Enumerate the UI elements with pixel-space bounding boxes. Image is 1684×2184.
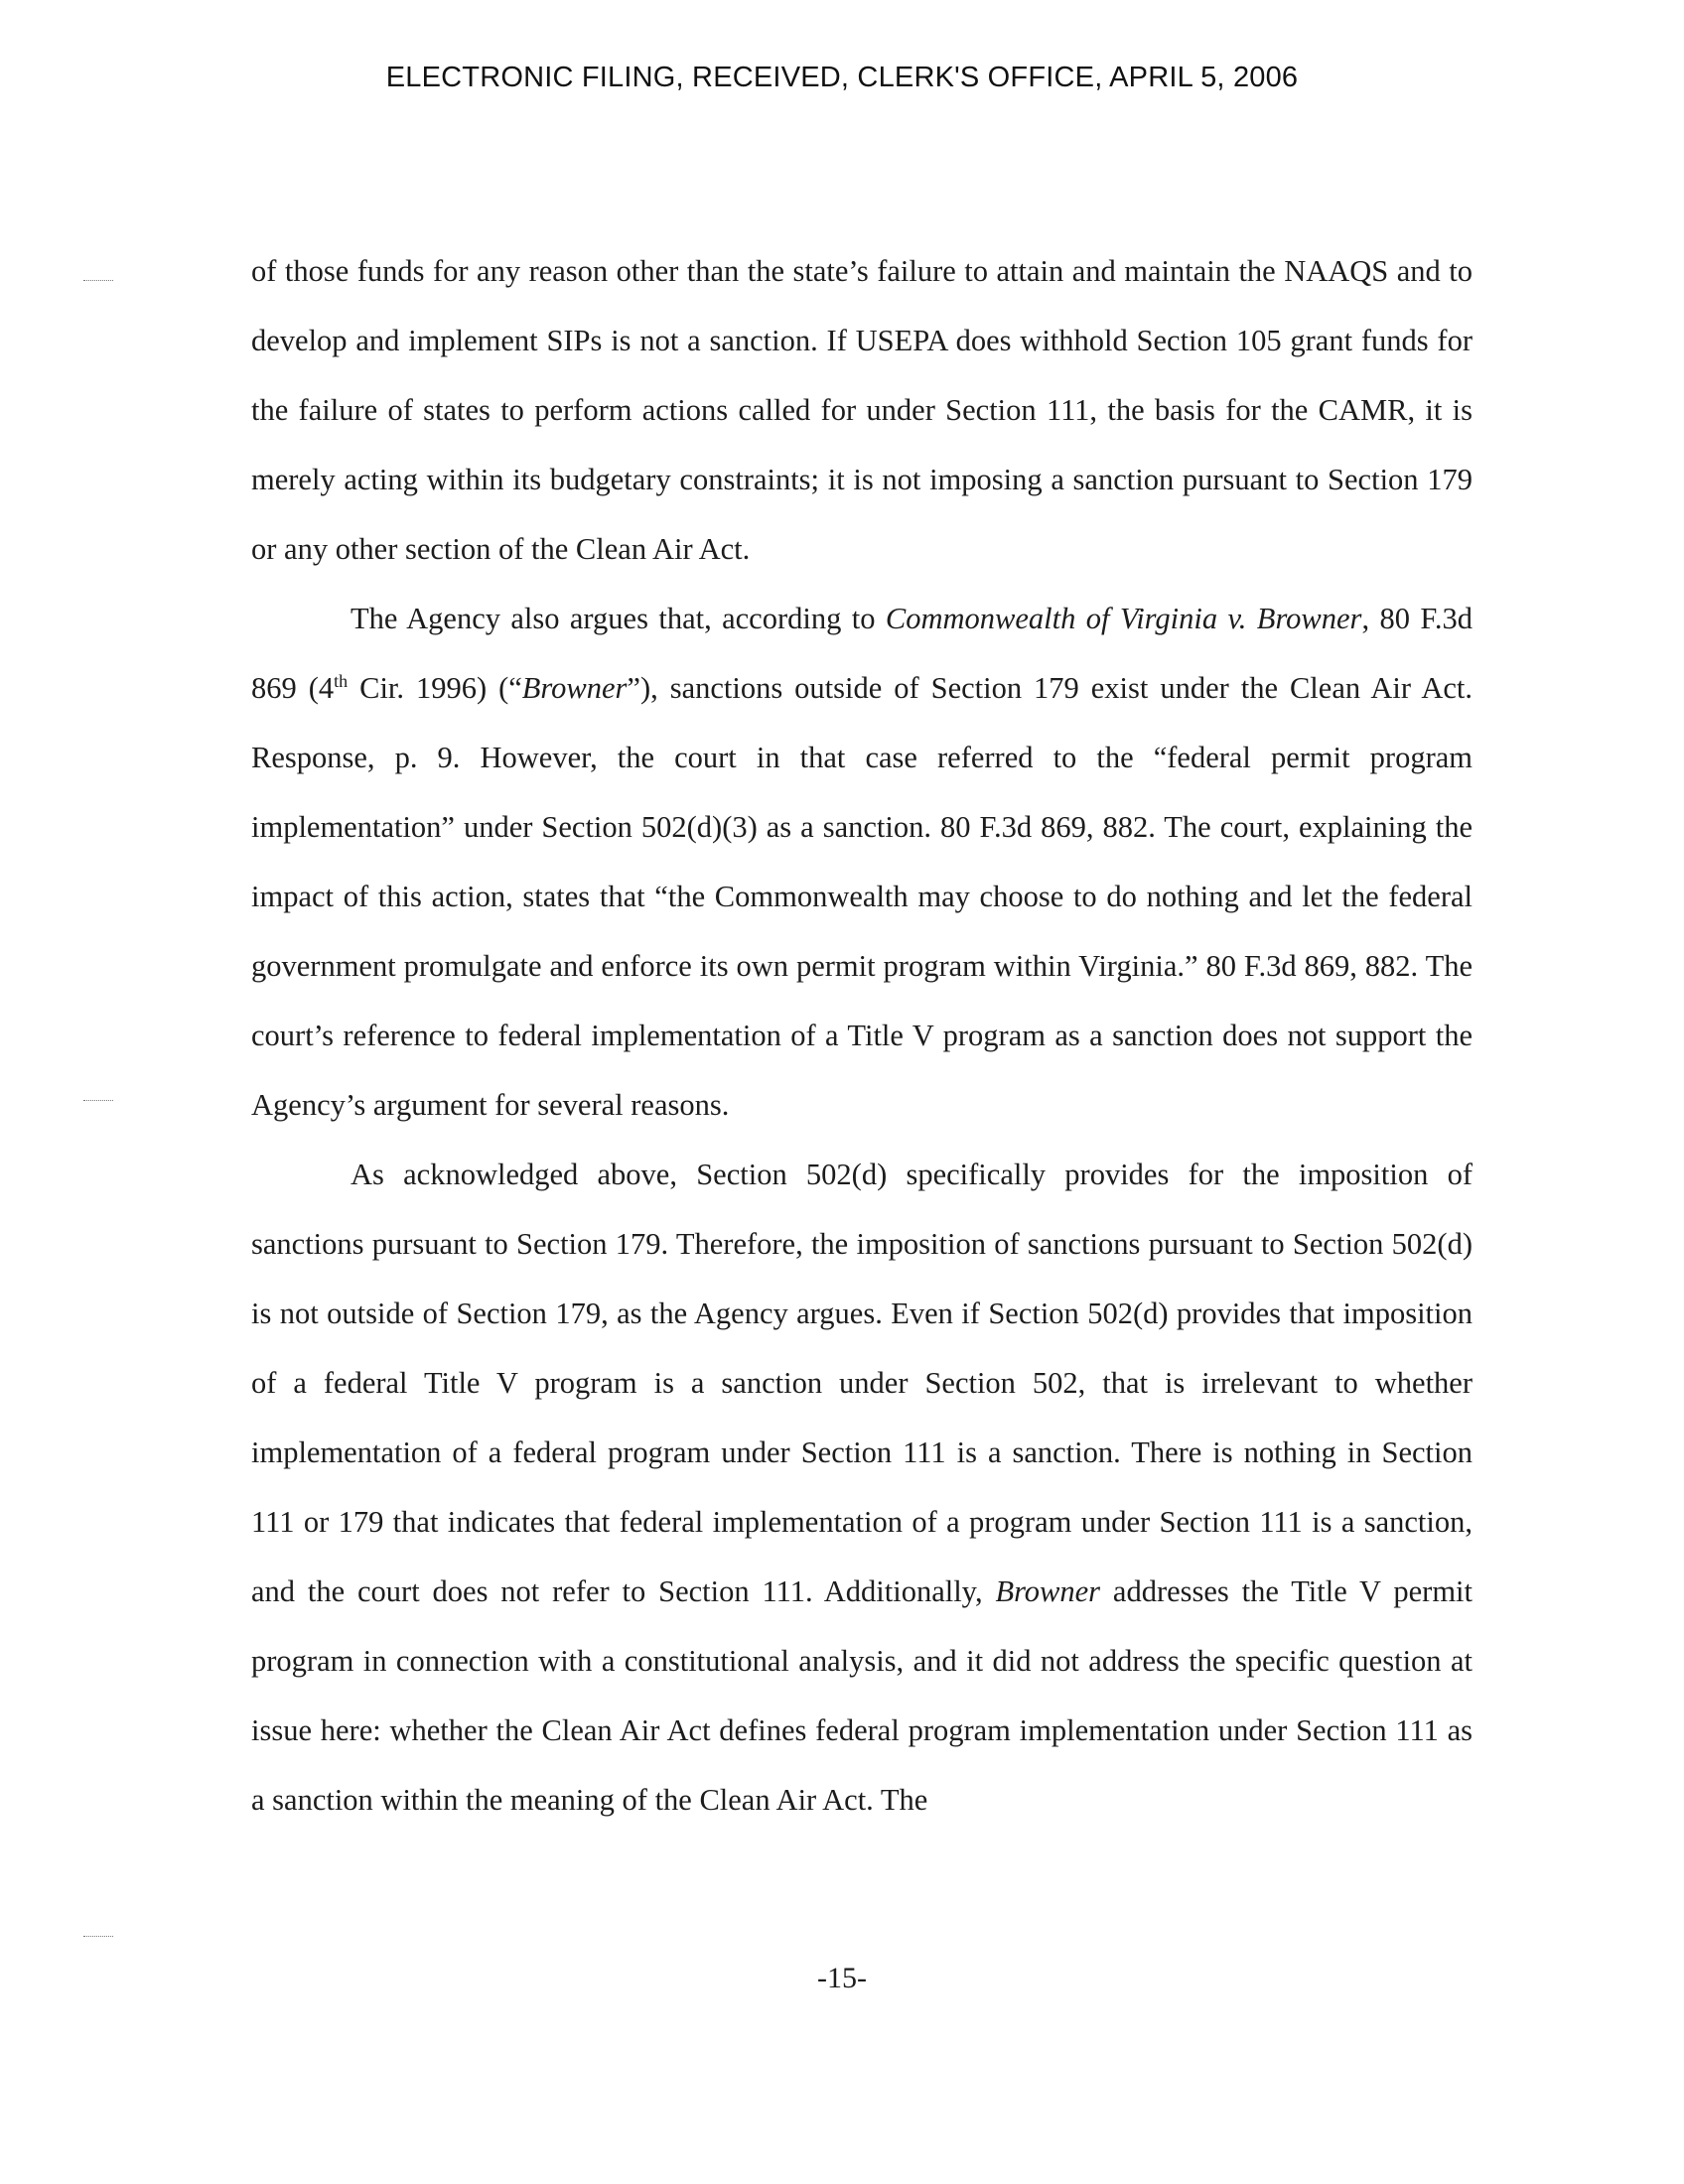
paragraph-2-text-b: , 80 F.3d 869 (4: [251, 602, 1473, 705]
paragraph-3-text-a: As acknowledged above, Section 502(d) specifically provides for the imposition of sanctions pursuant to Section 179. Therefore, the imposition of sanctions pursuant to Section 502(d) is not outside of Section 179, as the Agency argues. Even if Section 502(d) provides that imposition of a federal Title V program is a sanction under Section 502, that is irrelevant to whether implementation of a federal program under Section 111 is a sanction. There is nothing in Section 111 or 179 that indicates that federal implementation of a program under Section 111 is a sanction, and the court does not refer to Section 111. Additionally,: [251, 1158, 1473, 1608]
paragraph-2-text-c: Cir. 1996) (“: [348, 671, 522, 705]
superscript-th: th: [334, 670, 349, 691]
document-body: [251, 236, 1473, 1835]
case-citation-browner: Browner: [995, 1574, 1101, 1608]
filing-header: ELECTRONIC FILING, RECEIVED, CLERK'S OFFICE, APRIL 5, 2006: [385, 62, 1299, 93]
case-citation-commonwealth: Commonwealth of Virginia v. Browner: [885, 602, 1362, 635]
paragraph-2-text-a: The Agency also argues that, according to: [351, 602, 886, 635]
paragraph-2-text-d: ”), sanctions outside of Section 179 exist under the Clean Air Act. Response, p. 9. However, the court in that case referred to the “federal permit program implementation” under Section 502(d)(3) as a sanction. 80 F.3d 869, 882. The court, explaining the impact of this action, states that “the Commonwealth may choose to do nothing and let the federal government promulgate and enforce its own permit program within Virginia.” 80 F.3d 869, 882. The court’s reference to federal implementation of a Title V program as a sanction does not support the Agency’s argument for several reasons.: [251, 671, 1473, 1122]
paragraph-1: [251, 236, 1473, 584]
scan-mark: [83, 1936, 113, 1937]
short-citation-browner: Browner: [521, 671, 628, 705]
scan-mark: [83, 1100, 113, 1101]
paragraph-2: [251, 584, 1473, 1140]
scan-mark: [83, 280, 113, 281]
paragraph-3-text-b: addresses the Title V permit program in connection with a constitutional analysis, and it did not address the specific question at issue here: whether the Clean Air Act defines federal program implementation under Section 111 as a sanction within the meaning of the Clean Air Act. The: [251, 1574, 1473, 1817]
page-number: -15-: [817, 1962, 867, 1994]
paragraph-3: [251, 1140, 1473, 1835]
paragraph-1-text: of those funds for any reason other than the state’s failure to attain and maintain the NAAQS and to develop and implement SIPs is not a sanction. If USEPA does withhold Section 105 grant funds for the failure of states to perform actions called for under Section 111, the basis for the CAMR, it is merely acting within its budgetary constraints; it is not imposing a sanction pursuant to Section 179 or any other section of the Clean Air Act.: [251, 254, 1473, 566]
